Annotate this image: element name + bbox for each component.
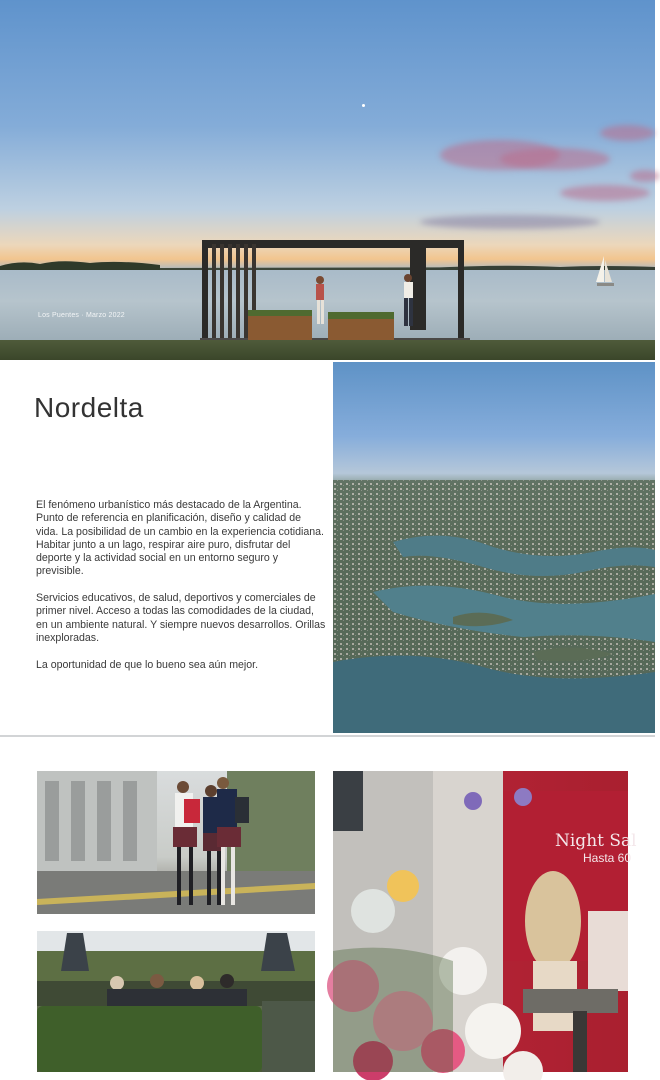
sunset-cloud bbox=[500, 148, 610, 170]
sunset-cloud bbox=[600, 125, 655, 141]
outdoor-cafe-photo bbox=[37, 931, 315, 1072]
store-scene bbox=[333, 771, 628, 1072]
photo-caption: Los Puentes · Marzo 2022 bbox=[38, 312, 125, 319]
sunset-cloud bbox=[630, 170, 660, 182]
hero-lake-photo bbox=[0, 0, 655, 360]
store-sign-night-sale: Night Sal bbox=[555, 831, 637, 851]
moon bbox=[362, 104, 365, 107]
students-walking-photo bbox=[37, 771, 315, 914]
sailboat bbox=[594, 254, 618, 290]
aerial-nordelta-photo bbox=[333, 362, 655, 733]
foreground-grass bbox=[0, 340, 655, 360]
intro-paragraph: La oportunidad de que lo bueno sea aún mejor. bbox=[36, 658, 259, 671]
intro-paragraph: Servicios educativos, de salud, deportivos y comerciales de primer nivel. Acceso a todas las comodidades de la ciudad, en un ambiente natural. Y siempre nuevos desarrollos. Orillas inexploradas. bbox=[36, 592, 326, 644]
store-flowers-photo bbox=[333, 771, 637, 1072]
store-sign-discount: Hasta 60 bbox=[583, 851, 632, 865]
cafe-scene bbox=[37, 931, 315, 1072]
sunset-cloud bbox=[420, 215, 600, 229]
intro-paragraph: El fenómeno urbanístico más destacado de la Argentina. Punto de referencia en planificación, diseño y calidad de vida. La posibilidad de un cambio en la experiencia cotidiana. Habitar junto a un lago, respirar aire puro, disfrutar del deporte y la actividad social en un entorno seguro y previsible. bbox=[36, 499, 324, 578]
aerial-landscape bbox=[333, 362, 655, 733]
section-divider bbox=[0, 735, 655, 737]
page-title: Nordelta bbox=[34, 392, 144, 423]
intro-body bbox=[36, 499, 326, 685]
sunset-cloud bbox=[560, 185, 650, 201]
students-scene bbox=[37, 771, 315, 914]
